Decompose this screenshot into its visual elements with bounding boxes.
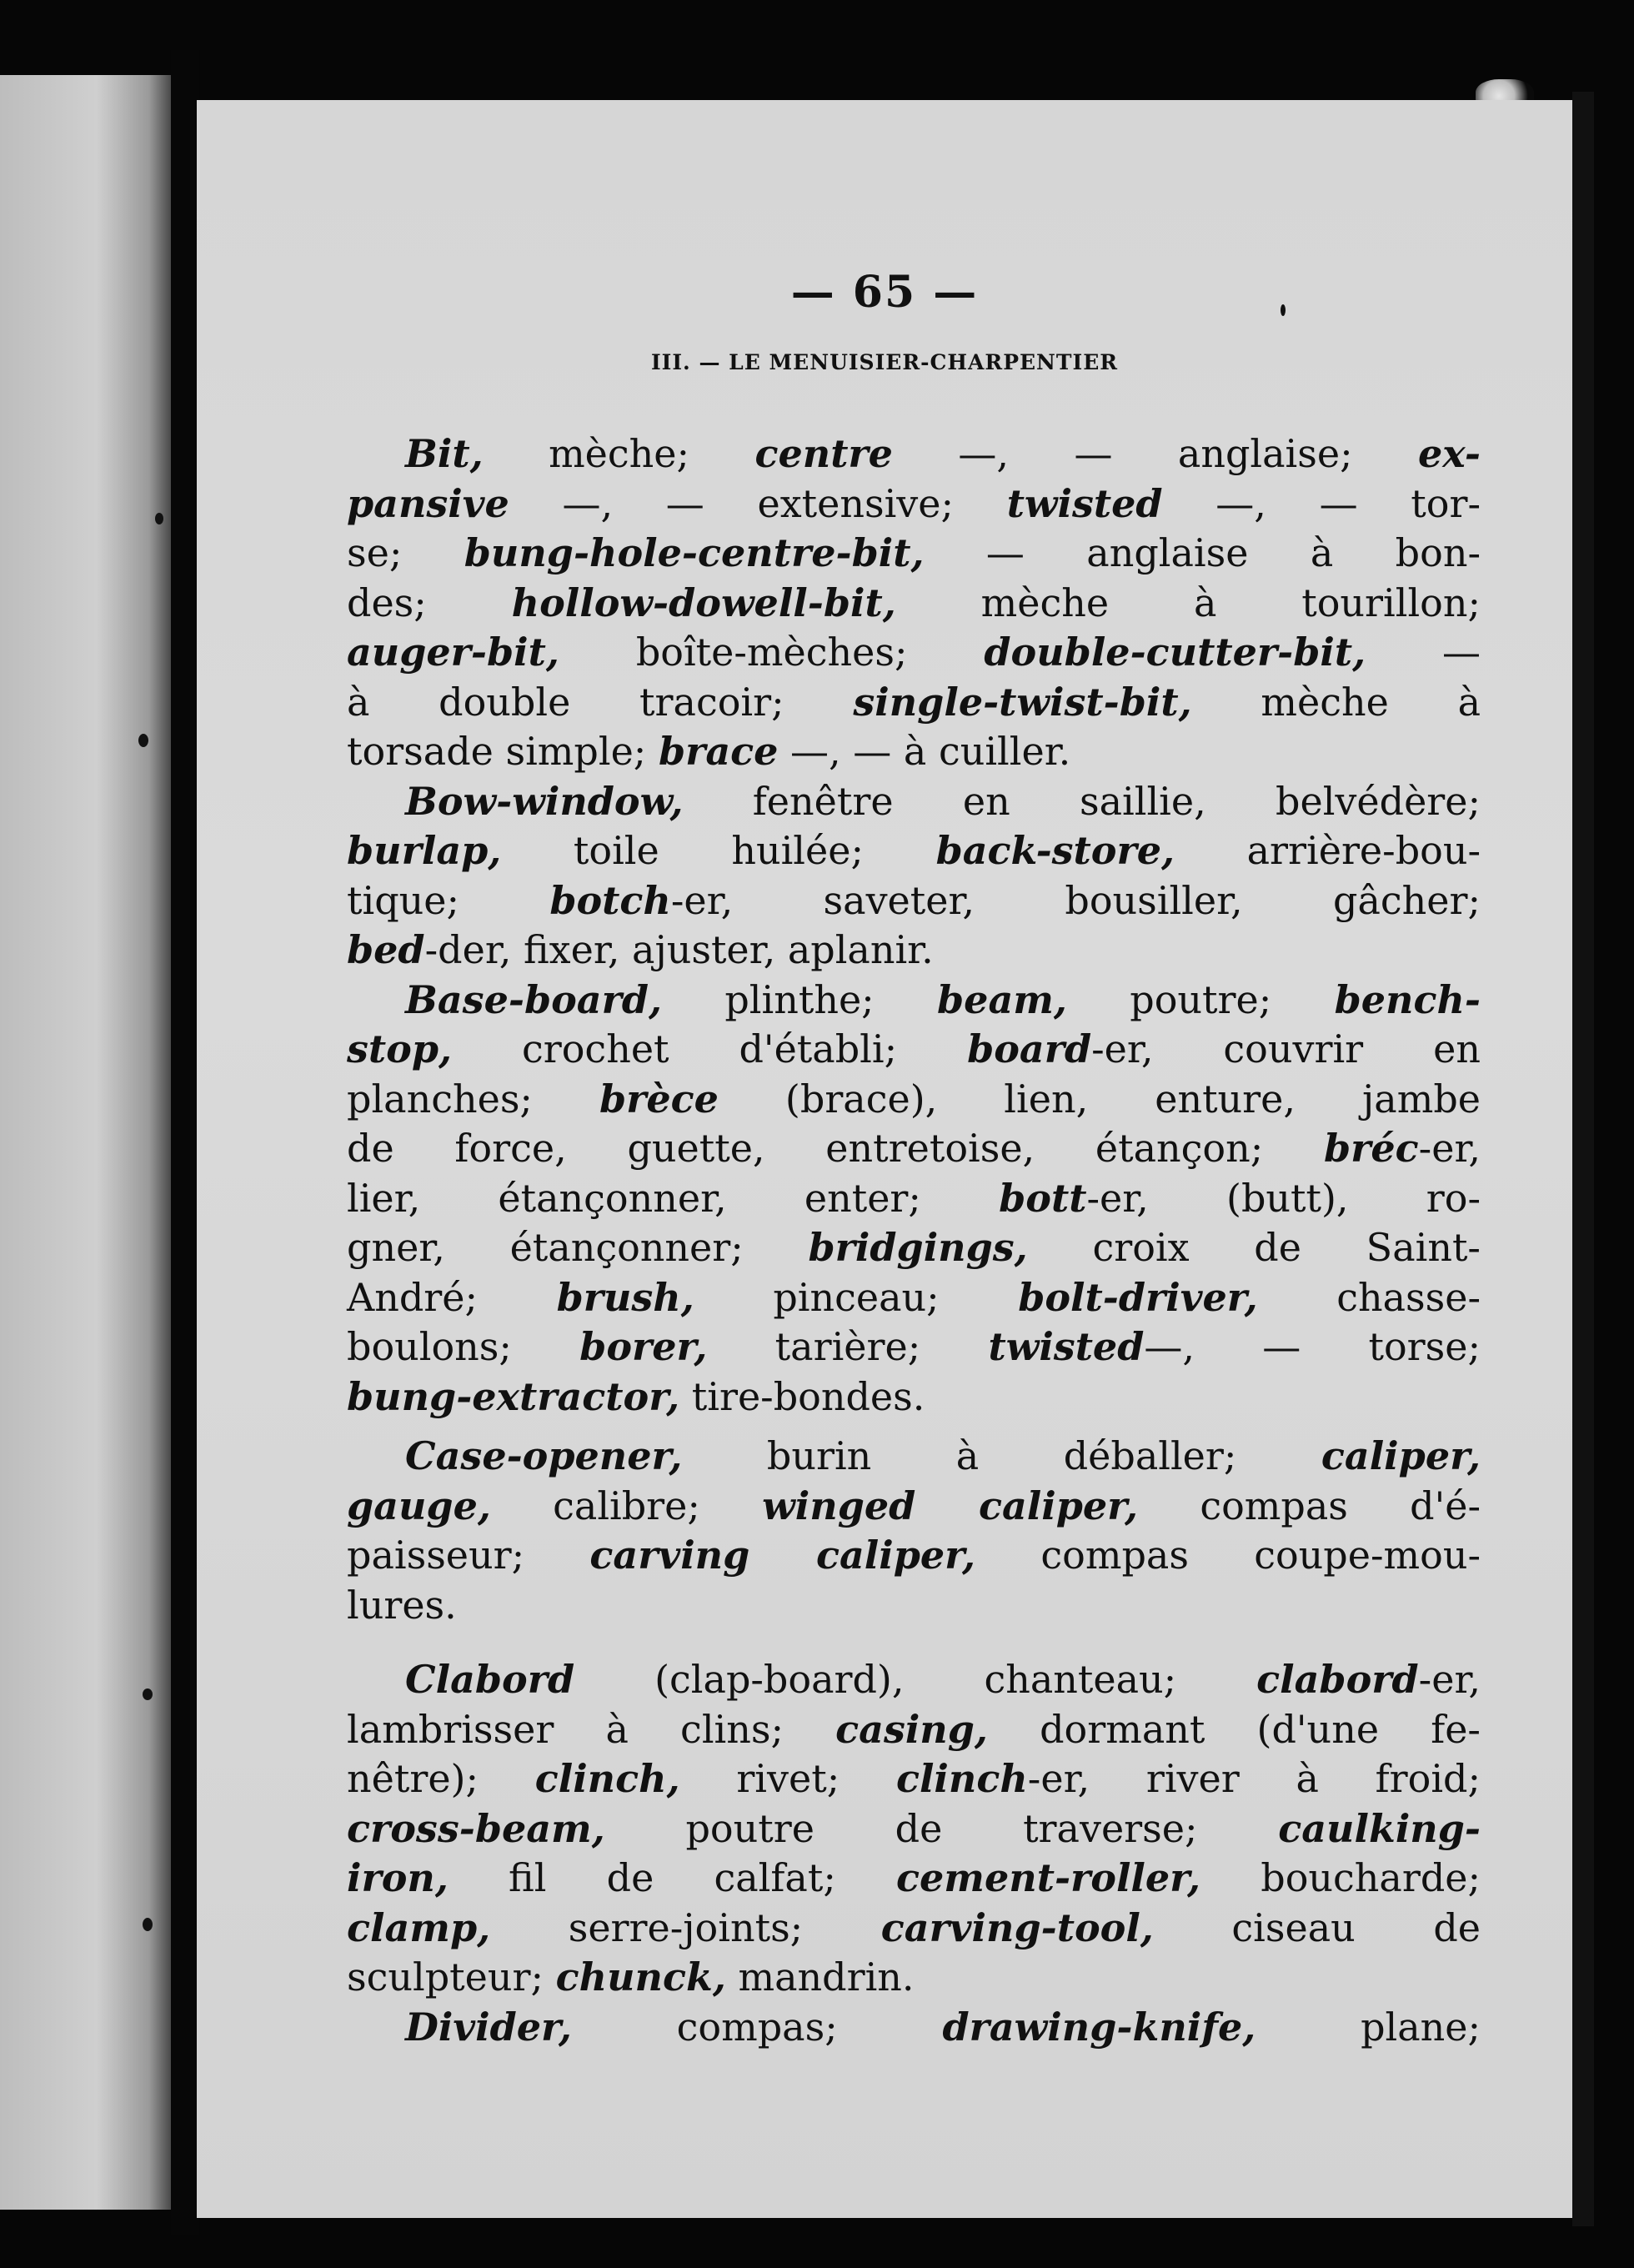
italic-term: stop, xyxy=(347,1026,453,1071)
text-run: -er, saveter, bousiller, gâcher; xyxy=(670,877,1481,923)
italic-term: caulking- xyxy=(1278,1805,1481,1851)
text-run: tire-bondes. xyxy=(679,1373,925,1419)
margin-speck xyxy=(138,734,148,747)
italic-term: brace xyxy=(658,729,779,774)
italic-term: bung-extractor, xyxy=(347,1373,680,1419)
text-line xyxy=(347,1432,1481,1482)
text-run: arrière-bou- xyxy=(1175,828,1481,873)
text-run: ciseau de xyxy=(1153,1904,1481,1950)
facing-page-edge xyxy=(0,75,175,2210)
text-line xyxy=(347,1273,1481,1323)
text-line xyxy=(347,1223,1481,1273)
italic-term: twisted xyxy=(1006,480,1163,526)
italic-term: bréc xyxy=(1323,1126,1419,1171)
running-head: III. — LE MENUISIER-CHARPENTIER xyxy=(650,350,1119,374)
text-run: boucharde; xyxy=(1200,1855,1481,1900)
italic-term: clamp, xyxy=(347,1904,491,1950)
italic-term: burlap, xyxy=(347,828,502,873)
italic-term: borer, xyxy=(579,1324,708,1369)
text-run: boîte-mèches; xyxy=(559,630,985,675)
book-gutter xyxy=(171,50,199,2235)
text-run: dormant (d'une fe- xyxy=(987,1706,1481,1752)
text-line xyxy=(347,1705,1481,1755)
text-line xyxy=(347,1953,1481,2003)
italic-term: Bit, xyxy=(405,431,484,476)
text-run: croix de Saint- xyxy=(1027,1225,1481,1270)
italic-term: clabord xyxy=(1256,1657,1419,1702)
text-line xyxy=(347,1124,1481,1174)
text-run: — xyxy=(1366,630,1481,675)
margin-speck xyxy=(1281,304,1286,316)
text-run: nêtre); xyxy=(347,1756,535,1801)
text-line xyxy=(347,1531,1481,1581)
margin-speck xyxy=(143,1918,153,1931)
text-line xyxy=(347,926,1481,976)
italic-term: bench- xyxy=(1334,976,1481,1022)
text-run: —, — extensive; xyxy=(509,480,1007,526)
text-run: compas d'é- xyxy=(1138,1483,1481,1528)
text-line xyxy=(347,1322,1481,1372)
italic-term: brèce xyxy=(599,1076,719,1121)
text-line xyxy=(347,529,1481,579)
text-run: de force, guette, entretoise, étançon; xyxy=(347,1126,1324,1171)
text-line xyxy=(347,1655,1481,1705)
text-line xyxy=(347,1075,1481,1125)
text-line xyxy=(347,1372,1481,1423)
italic-term: Divider, xyxy=(405,2004,572,2050)
text-run: —, — anglaise; xyxy=(892,431,1419,476)
italic-term: iron, xyxy=(347,1855,449,1900)
italic-term: hollow-dowell-bit, xyxy=(511,580,896,625)
text-run: lier, étançonner, enter; xyxy=(347,1175,1000,1221)
text-run: poutre de traverse; xyxy=(604,1805,1279,1851)
text-run: (clap-board), chanteau; xyxy=(574,1657,1257,1702)
text-run: compas coupe-mou- xyxy=(975,1533,1481,1578)
text-run: planches; xyxy=(347,1076,599,1121)
margin-speck xyxy=(143,1688,153,1700)
text-run: calibre; xyxy=(490,1483,763,1528)
italic-term: clinch xyxy=(895,1756,1028,1801)
italic-term: back-store, xyxy=(935,828,1175,873)
text-run: -er, couvrir en xyxy=(1091,1026,1481,1071)
text-run: crochet d'établi; xyxy=(452,1026,968,1071)
italic-term: carving-tool, xyxy=(880,1904,1154,1950)
text-line xyxy=(347,1174,1481,1224)
text-run: fenêtre en saillie, belvédère; xyxy=(683,778,1481,824)
italic-term: bung-hole-centre-bit, xyxy=(464,530,925,575)
text-run: tarière; xyxy=(707,1324,989,1369)
text-line xyxy=(347,777,1481,827)
italic-term: brush, xyxy=(556,1274,694,1320)
text-run: —, — torse; xyxy=(1144,1324,1481,1369)
text-run: -der, fixer, ajuster, aplanir. xyxy=(424,927,934,972)
text-run: —, — tor- xyxy=(1162,480,1481,526)
text-run: à double tracoir; xyxy=(347,679,854,725)
italic-term: cross-beam, xyxy=(347,1805,605,1851)
text-run: —, — à cuiller. xyxy=(778,729,1071,774)
text-run: — anglaise à bon- xyxy=(924,530,1481,575)
text-line xyxy=(347,479,1481,529)
page-number: — 65 — xyxy=(790,267,979,318)
text-run: sculpteur; xyxy=(347,1954,556,2000)
italic-term: auger-bit, xyxy=(347,630,559,675)
text-line xyxy=(347,429,1481,479)
text-run: burin à déballer; xyxy=(682,1433,1321,1478)
text-line xyxy=(347,628,1481,678)
italic-term: drawing-knife, xyxy=(942,2004,1256,2050)
text-run: rivet; xyxy=(679,1756,896,1801)
text-line xyxy=(347,1581,1481,1631)
text-run: mèche; xyxy=(483,431,755,476)
italic-term: Bow-window, xyxy=(405,778,684,824)
text-run: plane; xyxy=(1256,2004,1481,2050)
text-run: des; xyxy=(347,580,512,625)
italic-term: pansive xyxy=(347,480,509,526)
text-line xyxy=(347,1854,1481,1904)
text-run: compas; xyxy=(571,2004,943,2050)
italic-term: single-twist-bit, xyxy=(853,679,1192,725)
text-run: André; xyxy=(347,1274,557,1320)
text-line xyxy=(347,678,1481,728)
italic-term: ex- xyxy=(1418,431,1481,476)
text-run: boulons; xyxy=(347,1324,580,1369)
text-run: se; xyxy=(347,530,464,575)
text-run: -er, (butt), ro- xyxy=(1086,1175,1481,1221)
text-line xyxy=(347,1754,1481,1804)
italic-term: winged caliper, xyxy=(762,1483,1139,1528)
italic-term: casing, xyxy=(835,1706,988,1752)
text-line xyxy=(347,976,1481,1026)
italic-term: centre xyxy=(754,431,893,476)
italic-term: twisted xyxy=(988,1324,1145,1369)
text-line xyxy=(347,1482,1481,1532)
text-run: gner, étançonner; xyxy=(347,1225,809,1270)
italic-term: beam, xyxy=(937,976,1067,1022)
text-run: -er, river à froid; xyxy=(1027,1756,1481,1801)
italic-term: carving caliper, xyxy=(589,1533,976,1578)
italic-term: bed xyxy=(347,927,425,972)
italic-term: chunck, xyxy=(555,1954,726,2000)
italic-term: gauge, xyxy=(347,1483,491,1528)
text-line xyxy=(347,2003,1481,2053)
text-run: (brace), lien, enture, jambe xyxy=(718,1076,1481,1121)
text-run: -er, xyxy=(1418,1657,1481,1702)
text-run: torsade simple; xyxy=(347,729,659,774)
text-run: mèche à xyxy=(1191,679,1481,725)
italic-term: double-cutter-bit, xyxy=(984,630,1366,675)
italic-term: cement-roller, xyxy=(896,1855,1201,1900)
text-run: serre-joints; xyxy=(490,1904,881,1950)
text-run: toile huilée; xyxy=(501,828,936,873)
italic-term: bolt-driver, xyxy=(1018,1274,1258,1320)
text-run: -er, xyxy=(1418,1126,1481,1171)
text-run: tique; xyxy=(347,877,550,923)
text-line xyxy=(347,1804,1481,1854)
italic-term: botch xyxy=(549,877,671,923)
italic-term: bridgings, xyxy=(808,1225,1028,1270)
body-text xyxy=(347,429,1481,2052)
text-run: lures. xyxy=(347,1582,457,1628)
text-run: fil de calfat; xyxy=(448,1855,897,1900)
italic-term: Case-opener, xyxy=(405,1433,683,1478)
text-run: chasse- xyxy=(1257,1274,1481,1320)
margin-speck xyxy=(155,513,163,524)
text-line xyxy=(347,579,1481,629)
book-page xyxy=(197,100,1572,2218)
text-run: mèche à tourillon; xyxy=(895,580,1481,625)
text-run: lambrisser à clins; xyxy=(347,1706,836,1752)
page-right-edge xyxy=(1572,92,1594,2226)
text-run: poutre; xyxy=(1066,976,1335,1022)
text-run: pinceau; xyxy=(694,1274,1019,1320)
italic-term: bott xyxy=(999,1175,1087,1221)
text-line xyxy=(347,727,1481,777)
italic-term: Base-board, xyxy=(405,976,663,1022)
text-line xyxy=(347,876,1481,926)
italic-term: caliper, xyxy=(1321,1433,1481,1478)
italic-term: Clabord xyxy=(405,1657,575,1702)
text-line xyxy=(347,1025,1481,1075)
text-run: mandrin. xyxy=(725,1954,915,2000)
text-run: paisseur; xyxy=(347,1533,590,1578)
italic-term: board xyxy=(967,1026,1092,1071)
text-line xyxy=(347,1904,1481,1954)
text-line xyxy=(347,826,1481,876)
text-run: plinthe; xyxy=(662,976,938,1022)
italic-term: clinch, xyxy=(534,1756,680,1801)
